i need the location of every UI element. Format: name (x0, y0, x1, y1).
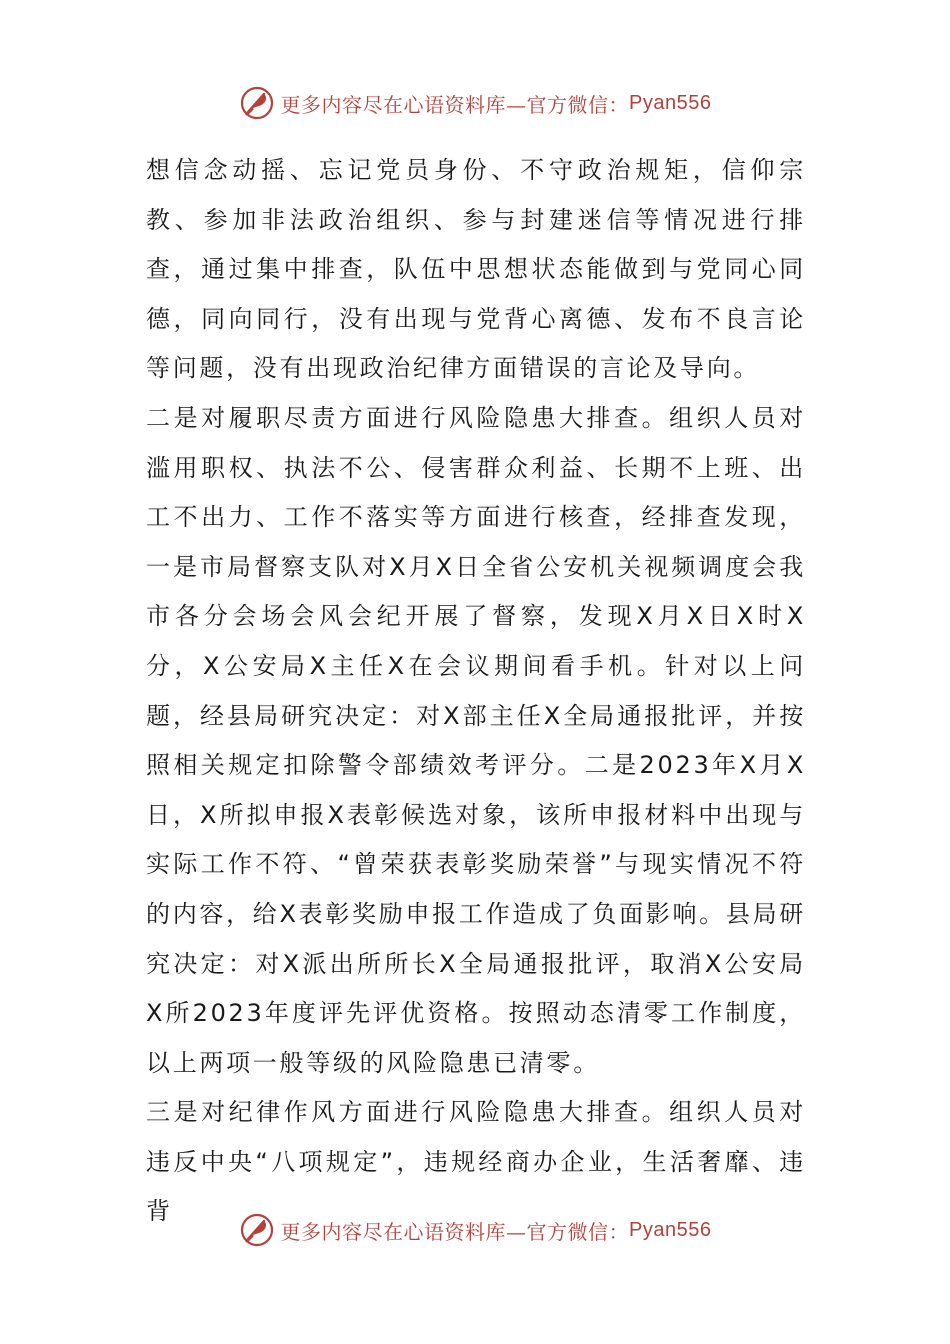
watermark-text: 更多内容尽在心语资料库—官方微信： (280, 92, 630, 117)
header-watermark (0, 83, 950, 123)
document-body (146, 146, 806, 1237)
paragraph-2: 二是对履职尽责方面进行风险隐患大排查。组织人员对滥用职权、执法不公、侵害群众利益、长期不上班、出工不出力、工作不落实等方面进行核查，经排查发现，一是市局督察支队对X月X日全省公安机关视频调度会我市各分会场会风会纪开展了督察，发现X月X日X时X分，X公安局X主任X在会议期间看手机。针对以上问题，经县局研究决定：对X部主任X全局通报批评，并按照相关规定扣除警令部绩效考评分。二是2023年X月X日，X所拟申报X表彰候选对象，该所申报材料中出现与实际工作不符、“曾荣获表彰奖励荣誉”与现实情况不符的内容，给X表彰奖励申报工作造成了负面影响。县局研究决定：对X派出所所长X全局通报批评，取消X公安局X所2023年度评先评优资格。按照动态清零工作制度，以上两项一般等级的风险隐患已清零。 (146, 403, 806, 1077)
watermark-text: 更多内容尽在心语资料库—官方微信： (280, 1219, 630, 1244)
quill-logo-icon (239, 1212, 275, 1248)
watermark-handle: Pyan556 (629, 1218, 712, 1241)
paragraph-1: 想信念动摇、忘记党员身份、不守政治规矩，信仰宗教、参加非法政治组织、参与封建迷信等情况进行排查，通过集中排查，队伍中思想状态能做到与党同心同德，同向同行，没有出现与党背心离德、发布不良言论等问题，没有出现政治纪律方面错误的言论及导向。 (146, 156, 806, 383)
quill-logo-icon (239, 85, 275, 121)
watermark-handle: Pyan556 (629, 91, 712, 114)
paragraph-3: 三是对纪律作风方面进行风险隐患大排查。组织人员对违反中央“八项规定”，违规经商办企业，生活奢靡、违背 (146, 1098, 806, 1226)
footer-watermark (0, 1210, 950, 1250)
